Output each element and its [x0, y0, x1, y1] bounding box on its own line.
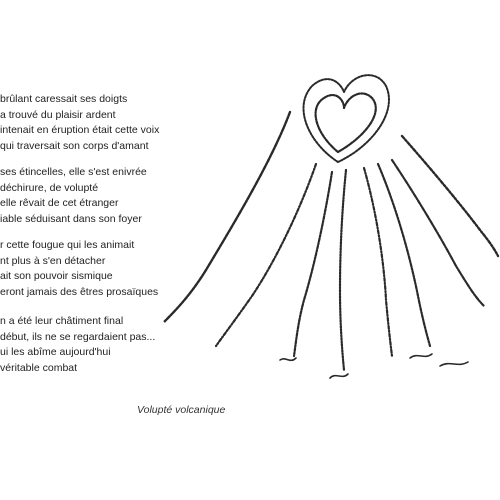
poem-line: début, ils ne se regardaient pas...	[0, 330, 156, 343]
volcano-left-slope	[164, 112, 290, 322]
stanza-2	[0, 165, 147, 227]
poem-line: ui les abîme aujourd'hui	[0, 346, 111, 358]
poem-line: déchirure, de volupté	[0, 181, 99, 194]
poem-line: qui traversait son corps d'amant	[0, 139, 149, 152]
poem-line: eront jamais des êtres prosaïques	[0, 285, 159, 298]
stanza-4	[0, 314, 155, 376]
poem-line: elle rêvait de cet étranger	[0, 197, 119, 209]
poem-line: ait son pouvoir sismique	[0, 270, 113, 282]
poem-line: iable séduisant dans son foyer	[0, 212, 142, 225]
poem-line: véritable combat	[0, 361, 78, 374]
poem-line: r cette fougue qui les animait	[0, 239, 135, 251]
poem-line: intenait en éruption était cette voix	[0, 124, 160, 136]
stanza-3	[0, 238, 158, 300]
stanza-1	[0, 92, 159, 154]
poem-line: n a été leur châtiment final	[0, 315, 124, 327]
poem-line: a trouvé du plaisir ardent	[0, 108, 116, 121]
poem-line: nt plus à s'en détacher	[0, 254, 106, 267]
artwork-caption: Volupté volcanique	[137, 404, 226, 416]
volcano-calligram-illustration	[140, 60, 500, 400]
poem-line: brûlant caressait ses doigts	[0, 93, 128, 105]
poem-line: ses étincelles, elle s'est enivrée	[0, 166, 147, 178]
